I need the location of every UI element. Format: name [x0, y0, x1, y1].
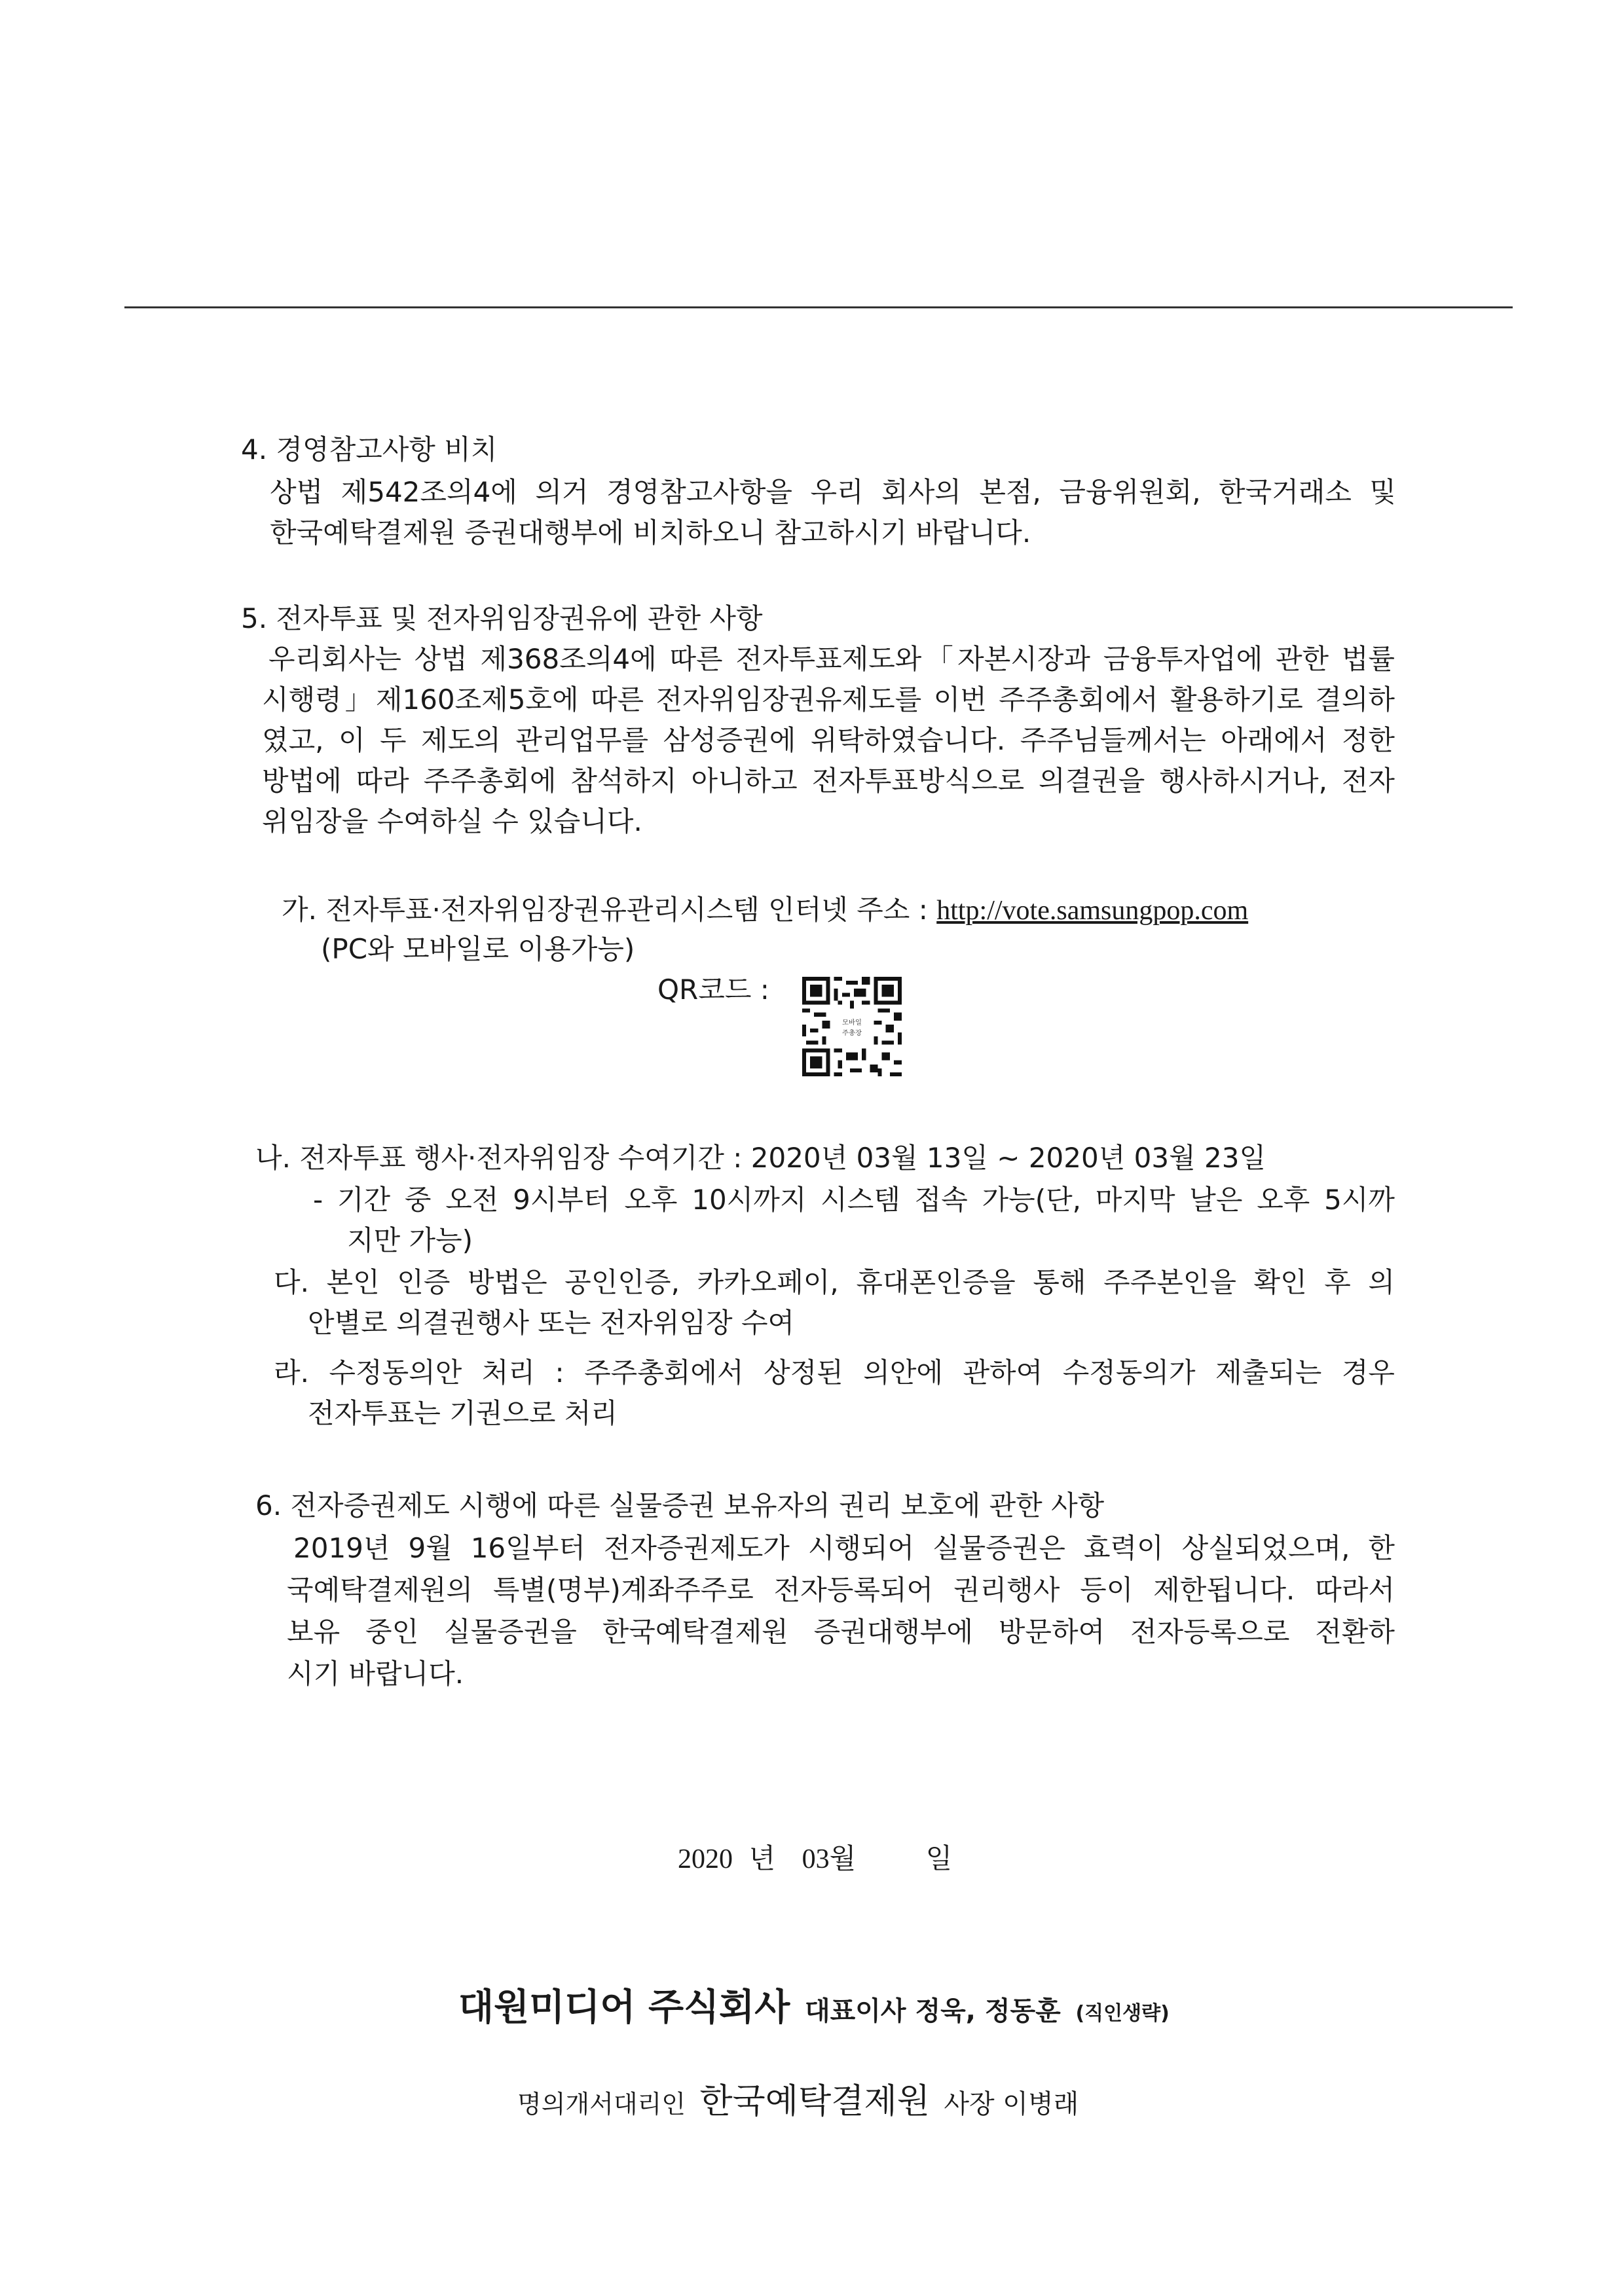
section-4-line-1: 상법 제542조의4에 의거 경영참고사항을 우리 회사의 본점, 금융위원회, 한국거래소 및 [270, 476, 1396, 508]
seal-omitted-note: (직인생략) [1075, 2002, 1170, 2025]
item-da-line-1: 다. 본인 인증 방법은 공인인증, 카카오페이, 휴대폰인증을 통해 주주본인을 확인 후 의 [274, 1266, 1395, 1298]
item-ra-line-1: 라. 수정동의안 처리 : 주주총회에서 상정된 의안에 관하여 수정동의가 제출되는 경우 [274, 1357, 1395, 1389]
section-5-line-1: 우리회사는 상법 제368조의4에 따른 전자투표제도와「자본시장과 금융투자업에 관한 법률 [268, 643, 1395, 675]
section-5-line-4: 방법에 따라 주주총회에 참석하지 아니하고 전자투표방식으로 의결권을 행사하시거나, 전자 [262, 765, 1395, 797]
agent-title: 사장 이병래 [944, 2089, 1079, 2119]
transfer-agent-line [517, 2082, 1079, 2124]
date-year: 2020 [678, 1844, 733, 1874]
item-ra-line-2: 전자투표는 기권으로 처리 [308, 1397, 618, 1429]
section-4-line-2: 한국예탁결제원 증권대행부에 비치하오니 참고하시기 바랍니다. [270, 517, 1031, 549]
section-6-heading: 6. 전자증권제도 시행에 따른 실물증권 보유자의 권리 보호에 관한 사항 [255, 1489, 1105, 1522]
item-na-line-1: 나. 전자투표 행사·전자위임장 수여기간 : 2020년 03월 13일 ~ 2020년 03월 23일 [255, 1142, 1266, 1174]
item-na-sub-line-1: - 기간 중 오전 9시부터 오후 10시까지 시스템 접속 가능(단, 마지막 날은 오후 5시까 [313, 1184, 1395, 1216]
ceo-title: 대표이사 정욱, 정동훈 [805, 1996, 1061, 2026]
document-date [678, 1843, 952, 1876]
agent-name: 한국예탁결제원 [699, 2082, 930, 2121]
top-divider-line [124, 306, 1513, 308]
item-ga-note: (PC와 모바일로 이용가능) [321, 933, 635, 965]
company-name: 대원미디어 주식회사 [458, 1986, 790, 2029]
section-5-line-2: 시행령」제160조제5호에 따른 전자위임장권유제도를 이번 주주총회에서 활용하기로 결의하 [262, 683, 1395, 716]
item-da-line-2: 안별로 의결권행사 또는 전자위임장 수여 [308, 1307, 795, 1339]
section-5-line-3: 였고, 이 두 제도의 관리업무를 삼성증권에 위탁하였습니다. 주주님들께서는 아래에서 정한 [262, 724, 1395, 756]
qr-caption-line-2: 주총장 [842, 1029, 862, 1037]
section-4-heading: 4. 경영참고사항 비치 [241, 433, 498, 465]
date-day-unit: 일 [925, 1844, 953, 1874]
item-na-sub-line-2: 지만 가능) [347, 1224, 473, 1256]
date-year-unit: 년 [748, 1844, 776, 1874]
qr-caption-line-1: 모바일 [842, 1018, 862, 1027]
signature-block [458, 1985, 1170, 2037]
item-ga-label: 가. 전자투표·전자위임장권유관리시스템 인터넷 주소 : [282, 894, 937, 926]
section-6-line-1: 2019년 9월 16일부터 전자증권제도가 시행되어 실물증권은 효력이 상실되었으며, 한 [293, 1532, 1395, 1564]
vote-system-link[interactable]: http://vote.samsungpop.com [936, 896, 1249, 926]
section-5-line-5: 위임장을 수여하실 수 있습니다. [262, 805, 642, 837]
section-6-line-3: 보유 중인 실물증권을 한국예탁결제원 증권대행부에 방문하여 전자등록으로 전환하 [287, 1616, 1395, 1648]
section-6-line-2: 국예탁결제원의 특별(명부)계좌주주로 전자등록되어 권리행사 등이 제한됩니다. 따라서 [287, 1574, 1395, 1606]
qr-code-label: QR코드 : [657, 974, 769, 1006]
section-5-heading: 5. 전자투표 및 전자위임장권유에 관한 사항 [241, 602, 763, 634]
date-month: 03월 [802, 1844, 857, 1874]
section-6-line-4: 시기 바랍니다. [287, 1658, 464, 1690]
item-ga-line [282, 894, 1248, 927]
qr-code-icon[interactable] [802, 977, 902, 1076]
agent-prefix: 명의개서대리인 [517, 2090, 686, 2119]
